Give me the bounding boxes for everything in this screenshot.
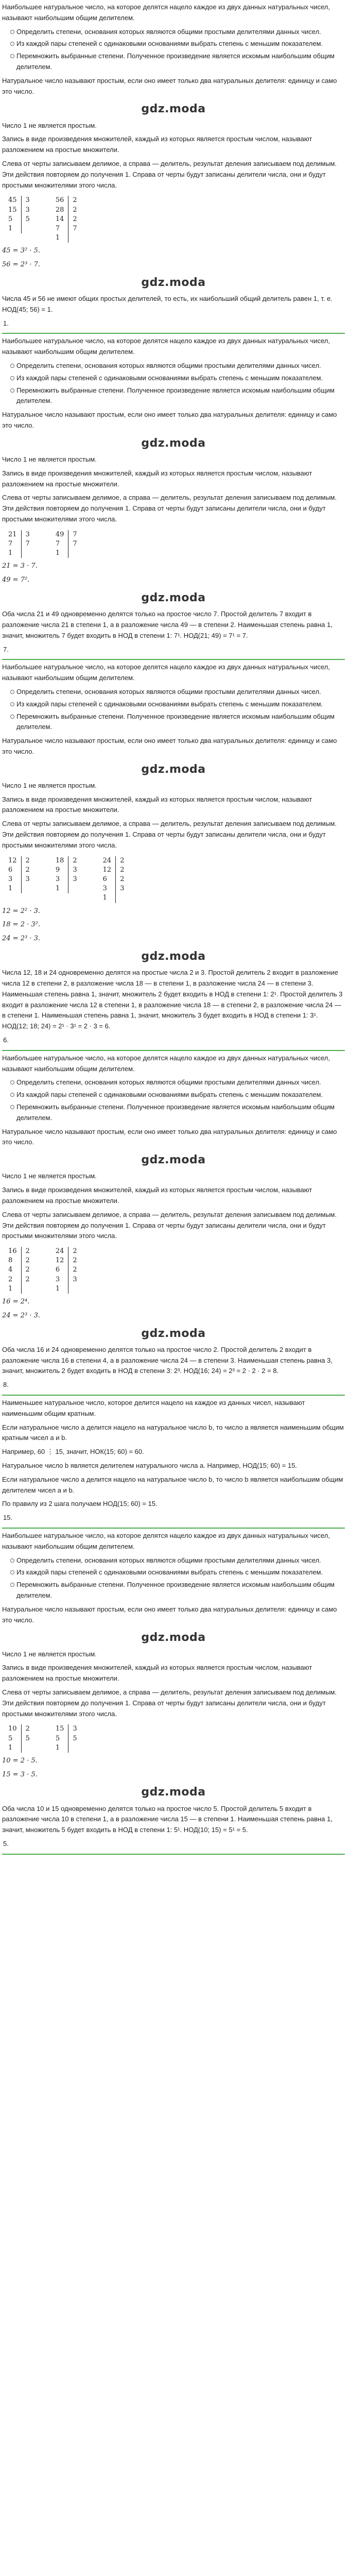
factor-divisor: 2	[21, 866, 34, 875]
lcm-text: По правилу из 2 шага получаем НОД(15; 60) = 15.	[2, 1500, 157, 1508]
prime-definition: Натуральное число называют простым, если оно имеет только два натуральных делителя: единицу и само это число.	[2, 1127, 337, 1146]
watermark: gdz.moda	[141, 1786, 206, 1799]
factor-row	[51, 1275, 81, 1284]
gcd-definition: Наибольшее натуральное число, на которое делятся нацело каждое из двух данных натуральных чисел, называют наибольшим общим делителем.	[2, 663, 330, 682]
factor-row	[99, 866, 129, 875]
factor-divisor	[21, 224, 34, 233]
one-not-prime-note: Число 1 не является простым.	[2, 121, 97, 129]
factor-dividend: 6	[102, 875, 107, 884]
gcd-definition: Наибольшее натуральное число, на которое делятся нацело каждое из двух данных натуральных чисел, называют наибольшим общим делителем.	[2, 337, 330, 356]
factor-dividend: 12	[8, 856, 17, 865]
prime-definition: Натуральное число называют простым, если оно имеет только два натуральных делителя: единицу и само это число.	[2, 411, 337, 430]
factor-row	[51, 1743, 81, 1753]
section-divider	[2, 1854, 345, 1855]
factorization-result: 24 = 2³ · 3.	[2, 935, 40, 943]
prime-definition: Натуральное число называют простым, если оно имеет только два натуральных делителя: единицу и само это число.	[2, 76, 337, 95]
factor-divisor: 7	[68, 224, 81, 233]
factor-divisor: 3	[68, 866, 81, 875]
factor-divisor: 2	[116, 875, 129, 884]
factor-row	[4, 539, 34, 549]
factorization-result: 12 = 2² · 3.	[2, 907, 40, 915]
factor-divisor	[68, 233, 81, 243]
factorization-method: Слева от черты записываем делимое, а справа — делитель, результат деления записываем под делимым. Эти действия повторяем до получения 1. Справа от черты будут записаны делители числа, они и будут простыми множителями этого числа.	[2, 820, 337, 849]
gcd-rule-item: Из каждой пары степеней с одинаковыми основаниями выбрать степень с меньшим показателем.	[10, 373, 345, 384]
factor-divisor: 3	[21, 875, 34, 884]
factorization-tables	[2, 1245, 345, 1297]
factor-row	[4, 866, 34, 875]
factor-row	[4, 215, 34, 224]
gcd-rule-item: Определить степени, основания которых являются общими простыми делителями данных чисел.	[10, 361, 345, 371]
factor-row	[4, 530, 34, 539]
factor-dividend: 1	[8, 1284, 13, 1293]
factor-divisor: 2	[68, 206, 81, 215]
factor-row	[51, 196, 81, 205]
factor-row	[51, 215, 81, 224]
factor-divisor: 2	[21, 1724, 34, 1734]
factorization-definition: Запись в виде произведения множителей, каждый из которых является простым числом, называют разложением на простые множители.	[2, 469, 312, 488]
factorization-result: 18 = 2 · 3².	[2, 921, 40, 929]
factor-dividend: 8	[8, 1257, 13, 1265]
factor-row	[4, 1284, 34, 1294]
gcd-rule-item: Из каждой пары степеней с одинаковыми основаниями выбрать степень с меньшим показателем.	[10, 699, 345, 710]
lcm-text: Если натуральное число a делится нацело на натуральное число b, то число a является наименьшим общим кратным чисел a и b.	[2, 1423, 344, 1442]
answer-number: 7.	[3, 645, 9, 653]
gcd-rule-item: Из каждой пары степеней с одинаковыми основаниями выбрать степень с меньшим показателем.	[10, 39, 345, 49]
gcd-rule-item: Определить степени, основания которых являются общими простыми делителями данных чисел.	[10, 687, 345, 698]
factor-row	[4, 1256, 34, 1265]
one-not-prime-note: Число 1 не является простым.	[2, 781, 97, 789]
factor-dividend: 7	[55, 539, 60, 548]
factor-table	[51, 856, 81, 903]
factor-table	[99, 856, 129, 903]
factor-table	[4, 1724, 34, 1753]
factor-divisor	[21, 549, 34, 558]
factor-dividend: 12	[102, 866, 112, 874]
factor-divisor	[68, 1284, 81, 1294]
gcd-conclusion: Числа 45 и 56 не имеют общих простых делителей, то есть, их наибольший общий делитель равен 1, т. е. НОД(45; 56) = 1.	[2, 295, 332, 313]
one-not-prime-note: Число 1 не является простым.	[2, 1172, 97, 1180]
factor-dividend: 1	[102, 894, 107, 902]
factorization-method: Слева от черты записываем делимое, а справа — делитель, результат деления записываем под делимым. Эти действия повторяем до получения 1. Справа от черты будут записаны делители числа, они и будут простыми множителями этого числа.	[2, 1210, 337, 1240]
watermark: gdz.moda	[141, 1327, 206, 1340]
factor-dividend: 18	[55, 856, 64, 865]
factor-dividend: 6	[55, 1266, 60, 1274]
factor-divisor: 2	[68, 1265, 81, 1275]
factor-row	[4, 224, 34, 233]
factorization-method: Слева от черты записываем делимое, а справа — делитель, результат деления записываем под делимым. Эти действия повторяем до получения 1. Справа от черты будут записаны делители числа, они и будут простыми множителями этого числа.	[2, 159, 337, 189]
factorization-result: 10 = 2 · 5.	[2, 1756, 38, 1765]
factor-row	[51, 539, 81, 549]
factor-divisor: 2	[21, 856, 34, 866]
factor-dividend: 12	[55, 1257, 64, 1265]
factor-row	[4, 875, 34, 884]
factor-row	[51, 875, 81, 884]
gcd-rule-item: Перемножить выбранные степени. Полученное произведение является искомым наибольшим общим делителем.	[10, 711, 345, 733]
factor-row	[51, 549, 81, 558]
factor-table	[4, 196, 34, 243]
factor-divisor: 3	[68, 1275, 81, 1284]
factor-dividend: 2	[8, 1275, 13, 1283]
factor-table	[51, 530, 81, 558]
factor-dividend: 24	[102, 856, 112, 865]
gcd-rule-item: Определить степени, основания которых являются общими простыми делителями данных чисел.	[10, 1077, 345, 1088]
factor-dividend: 4	[8, 1266, 13, 1274]
watermark: gdz.moda	[141, 591, 206, 604]
gcd-rules-list	[2, 361, 345, 406]
factor-divisor	[68, 549, 81, 558]
factor-dividend: 10	[8, 1725, 17, 1733]
factorization-definition: Запись в виде произведения множителей, каждый из которых является простым числом, называют разложением на простые множители.	[2, 1664, 312, 1683]
factor-table	[51, 196, 81, 243]
gcd-definition: Наибольшее натуральное число, на которое делятся нацело каждое из двух данных натуральных чисел, называют наибольшим общим делителем.	[2, 1054, 330, 1073]
factorization-tables	[2, 1722, 345, 1756]
factor-dividend: 16	[8, 1247, 17, 1256]
one-not-prime-note: Число 1 не является простым.	[2, 455, 97, 464]
gcd-rule-item: Перемножить выбранные степени. Полученное произведение является искомым наибольшим общим делителем.	[10, 385, 345, 407]
gcd-rule-item: Перемножить выбранные степени. Полученное произведение является искомым наибольшим общим делителем.	[10, 1102, 345, 1124]
factor-dividend: 15	[55, 1725, 64, 1733]
section-divider	[2, 1050, 345, 1051]
factor-dividend: 7	[8, 539, 13, 548]
factor-row	[99, 875, 129, 884]
factor-divisor: 2	[116, 866, 129, 875]
factor-divisor: 2	[68, 215, 81, 224]
gcd-rule-item: Из каждой пары степеней с одинаковыми основаниями выбрать степень с меньшим показателем.	[10, 1567, 345, 1578]
gcd-rules-list	[2, 687, 345, 733]
factor-row	[99, 856, 129, 866]
gcd-definition: Наибольшее натуральное число, на которое делятся нацело каждое из двух данных натуральных чисел, называют наибольшим общим делителем.	[2, 1531, 330, 1550]
factor-dividend: 6	[8, 866, 13, 874]
section-divider	[2, 333, 345, 334]
prime-definition: Натуральное число называют простым, если оно имеет только два натуральных делителя: единицу и само это число.	[2, 1605, 337, 1624]
factor-row	[4, 196, 34, 205]
factor-row	[51, 206, 81, 215]
factor-divisor: 7	[68, 539, 81, 549]
factor-divisor: 5	[21, 1734, 34, 1743]
factorization-result: 56 = 2³ · 7.	[2, 261, 40, 269]
factor-dividend: 3	[102, 885, 107, 893]
factor-divisor	[116, 893, 129, 903]
factor-row	[51, 233, 81, 243]
factor-row	[99, 884, 129, 893]
factor-divisor	[21, 1284, 34, 1294]
factor-table	[51, 1247, 81, 1294]
factor-table	[4, 1247, 34, 1294]
factorization-definition: Запись в виде произведения множителей, каждый из которых является простым числом, называют разложением на простые множители.	[2, 135, 312, 154]
factor-dividend: 28	[55, 206, 64, 214]
factor-row	[51, 224, 81, 233]
factor-row	[51, 1256, 81, 1265]
factor-dividend: 1	[55, 885, 60, 893]
gcd-rule-item: Определить степени, основания которых являются общими простыми делителями данных чисел.	[10, 27, 345, 38]
gcd-definition: Наибольшее натуральное число, на которое делятся нацело каждое из двух данных натуральных чисел, называют наибольшим общим делителем.	[2, 3, 330, 22]
gcd-rule-item: Перемножить выбранные степени. Полученное произведение является искомым наибольшим общим делителем.	[10, 51, 345, 73]
section-divider	[2, 659, 345, 660]
one-not-prime-note: Число 1 не является простым.	[2, 1650, 97, 1658]
factor-divisor: 5	[68, 1734, 81, 1743]
factor-divisor	[68, 884, 81, 893]
factorization-definition: Запись в виде произведения множителей, каждый из которых является простым числом, называют разложением на простые множители.	[2, 795, 312, 814]
factor-dividend: 1	[55, 234, 60, 242]
gcd-conclusion: Числа 12, 18 и 24 одновременно делятся на простые числа 2 и 3. Простой делитель 2 входит в разложение числа 12 в степени 2, в разложение числа 18 — в степени 1, в разложение числа 24 — в степени 3. Наименьшая степень равна 1, значит, множитель 2 будет входить в НОД в степени 1: 2¹. Простой делитель 3 входит в разложение числа 12 в степени 1, в разложение числа 18 — в степени 2, в разложение числа 24 — в степени 1. Наименьшая степень равна 1, значит, множитель 3 будет входить в НОД в степени 1: 3¹. НОД(12; 18; 24) = 2¹ · 3¹ = 2 · 3 = 6.	[2, 969, 343, 1030]
factor-divisor: 3	[68, 875, 81, 884]
factor-dividend: 1	[8, 1743, 13, 1752]
factor-dividend: 5	[8, 1734, 13, 1742]
factor-divisor: 2	[116, 856, 129, 866]
factor-dividend: 24	[55, 1247, 64, 1256]
factor-divisor: 2	[21, 1247, 34, 1256]
watermark: gdz.moda	[141, 762, 206, 776]
factorization-tables	[2, 194, 345, 246]
gcd-conclusion: Оба числа 16 и 24 одновременно делятся только на простое число 2. Простой делитель 2 входит в разложение числа 16 в степени 4, а в разложение числа 24 — в степени 3. Наименьшая степень равна 3, значит, множитель 2 будет входить в НОД в степени 3: 2³. НОД(16; 24) = 2³ = 2 · 2 · 2 = 8.	[2, 1345, 332, 1375]
factor-row	[51, 866, 81, 875]
factor-dividend: 3	[55, 875, 60, 884]
factor-dividend: 1	[55, 1284, 60, 1293]
factor-dividend: 21	[8, 530, 17, 538]
factorization-result: 16 = 2⁴.	[2, 1298, 30, 1306]
factor-row	[51, 1724, 81, 1734]
factor-dividend: 5	[55, 1734, 60, 1742]
factor-row	[4, 856, 34, 866]
factor-dividend: 1	[55, 549, 60, 557]
factor-divisor: 3	[21, 206, 34, 215]
factor-divisor: 2	[68, 196, 81, 205]
answer-number: 8.	[3, 1381, 9, 1389]
factorization-definition: Запись в виде произведения множителей, каждый из которых является простым числом, называют разложением на простые множители.	[2, 1186, 312, 1205]
factor-row	[4, 884, 34, 893]
factor-dividend: 9	[55, 866, 60, 874]
factor-divisor	[68, 1743, 81, 1753]
factor-divisor: 7	[68, 530, 81, 539]
watermark: gdz.moda	[141, 950, 206, 963]
factor-divisor	[21, 1743, 34, 1753]
factor-divisor: 3	[21, 530, 34, 539]
factor-row	[51, 856, 81, 866]
factor-divisor: 5	[21, 215, 34, 224]
factor-table	[4, 530, 34, 558]
gcd-rules-list	[2, 1555, 345, 1601]
gcd-rules-list	[2, 1077, 345, 1123]
factorization-tables	[2, 528, 345, 562]
factor-dividend: 15	[8, 206, 17, 214]
factor-row	[51, 1284, 81, 1294]
factorization-result: 15 = 3 · 5.	[2, 1770, 38, 1778]
factor-dividend: 1	[8, 224, 13, 232]
factor-row	[4, 1743, 34, 1753]
factorization-method: Слева от черты записываем делимое, а справа — делитель, результат деления записываем под делимым. Эти действия повторяем до получения 1. Справа от черты будут записаны делители числа, они и будут простыми множителями этого числа.	[2, 1688, 337, 1718]
factor-divisor	[21, 884, 34, 893]
answer-number: 1.	[3, 319, 9, 327]
watermark: gdz.moda	[141, 436, 206, 450]
factor-row	[51, 1734, 81, 1743]
factor-row	[4, 549, 34, 558]
factor-row	[4, 1734, 34, 1743]
factor-divisor: 2	[21, 1265, 34, 1275]
factor-divisor: 2	[68, 856, 81, 866]
factor-row	[4, 1247, 34, 1256]
factorization-result: 49 = 7².	[2, 576, 30, 584]
factor-dividend: 1	[8, 885, 13, 893]
lcm-text: Например, 60 ⋮ 15, значит, НОК(15; 60) = 60.	[2, 1448, 144, 1456]
factor-table	[51, 1724, 81, 1753]
factor-divisor: 3	[68, 1724, 81, 1734]
factor-dividend: 1	[8, 549, 13, 557]
factorization-result: 45 = 3² · 5.	[2, 247, 40, 255]
factor-row	[51, 530, 81, 539]
gcd-conclusion: Оба числа 21 и 49 одновременно делятся только на простое число 7. Простой делитель 7 входит в разложение числа 21 в степени 1, а в разложение числа 49 — в степени 2. Наименьшая степень равна 1, значит, множитель 7 будет входить в НОД в степени 1: 7¹. НОД(21; 49) = 7¹ = 7.	[2, 610, 332, 639]
factor-divisor: 2	[68, 1256, 81, 1265]
watermark: gdz.moda	[141, 1154, 206, 1167]
factor-row	[4, 206, 34, 215]
watermark: gdz.moda	[141, 103, 206, 116]
section-divider	[2, 1528, 345, 1529]
factorization-result: 24 = 2³ · 3.	[2, 1311, 40, 1319]
factorization-tables	[2, 854, 345, 906]
factor-dividend: 3	[55, 1275, 60, 1283]
factor-divisor: 2	[68, 1247, 81, 1256]
factor-row	[99, 893, 129, 903]
factor-divisor: 2	[21, 1256, 34, 1265]
lcm-text: Натуральное число b является делителем натурального числа a. Например, НОД(15; 60) = 15.	[2, 1462, 297, 1469]
gcd-rule-item: Определить степени, основания которых являются общими простыми делителями данных чисел.	[10, 1555, 345, 1566]
factor-dividend: 1	[55, 1743, 60, 1752]
answer-number: 6.	[3, 1036, 9, 1044]
factor-divisor: 3	[116, 884, 129, 893]
gcd-rule-item: Перемножить выбранные степени. Полученное произведение является искомым наибольшим общим делителем.	[10, 1580, 345, 1601]
answer-number: 5.	[3, 1840, 9, 1848]
factor-row	[51, 884, 81, 893]
factor-dividend: 14	[55, 215, 64, 223]
section-divider	[2, 1395, 345, 1396]
factor-dividend: 7	[55, 224, 60, 232]
gcd-rule-item: Из каждой пары степеней с одинаковыми основаниями выбрать степень с меньшим показателем.	[10, 1090, 345, 1100]
factor-dividend: 5	[8, 215, 13, 223]
factorization-result: 21 = 3 · 7.	[2, 562, 38, 570]
factor-row	[51, 1247, 81, 1256]
lcm-text: Если натуральное число a делится нацело на натуральное число b, то число b является наибольшим общим делителем чисел a и b.	[2, 1475, 343, 1494]
factor-divisor: 7	[21, 539, 34, 549]
factor-row	[4, 1265, 34, 1275]
factor-dividend: 49	[55, 530, 64, 538]
factorization-method: Слева от черты записываем делимое, а справа — делитель, результат деления записываем под делимым. Эти действия повторяем до получения 1. Справа от черты будут записаны делители числа, они и будут простыми множителями этого числа.	[2, 494, 337, 523]
answer-number: 15.	[3, 1514, 13, 1522]
factor-table	[4, 856, 34, 903]
gcd-conclusion: Оба числа 10 и 15 одновременно делятся только на простое число 5. Простой делитель 5 входит в разложение числа 10 в степени 1, а в разложение числа 15 — в степени 1. Наименьшая степень равна 1, значит, множитель 5 будет входить в НОД в степени 1: 5¹. НОД(10; 15) = 5¹ = 5.	[2, 1804, 332, 1834]
factor-row	[51, 1265, 81, 1275]
gcd-rules-list	[2, 27, 345, 73]
watermark: gdz.moda	[141, 276, 206, 289]
factor-row	[4, 1724, 34, 1734]
factor-dividend: 45	[8, 196, 17, 205]
prime-definition: Натуральное число называют простым, если оно имеет только два натуральных делителя: единицу и само это число.	[2, 737, 337, 755]
factor-divisor: 2	[21, 1275, 34, 1284]
lcm-text: Наименьшее натуральное число, которое делится нацело на каждое из данных чисел, называют наименьшим общим кратным.	[2, 1399, 305, 1417]
factor-row	[4, 1275, 34, 1284]
factor-divisor: 3	[21, 196, 34, 205]
factor-dividend: 56	[55, 196, 64, 205]
factor-dividend: 3	[8, 875, 13, 884]
watermark: gdz.moda	[141, 1631, 206, 1645]
